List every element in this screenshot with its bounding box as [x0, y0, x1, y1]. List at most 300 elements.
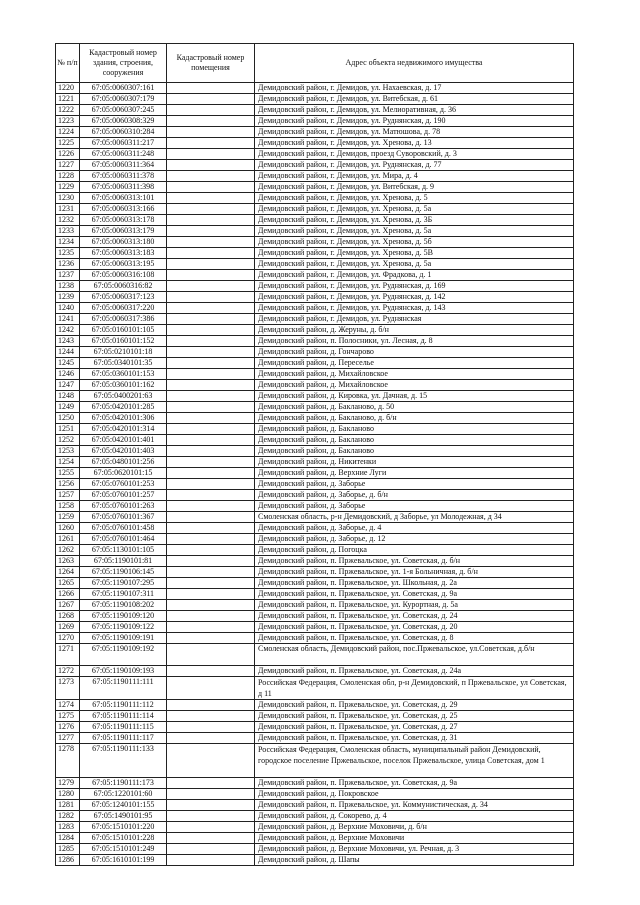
cell-address: Демидовский район, д. Никитенки — [255, 457, 574, 468]
cell-cad-building: 67:05:0060311:248 — [80, 149, 167, 160]
cell-cad-room — [167, 722, 255, 733]
cell-num: 1237 — [56, 270, 80, 281]
cell-address: Демидовский район, п. Пржевальское, ул. Советская, д. 24а — [255, 666, 574, 677]
cell-num: 1282 — [56, 811, 80, 822]
cell-address: Демидовский район, д. Верхние Моховичи — [255, 833, 574, 844]
table-row — [56, 149, 574, 160]
cell-cad-building: 67:05:0620101:15 — [80, 468, 167, 479]
cell-cad-room — [167, 711, 255, 722]
cell-cad-room — [167, 292, 255, 303]
table-row — [56, 314, 574, 325]
cell-num: 1269 — [56, 622, 80, 633]
cell-num: 1247 — [56, 380, 80, 391]
cell-cad-room — [167, 270, 255, 281]
table-row — [56, 778, 574, 789]
cell-cad-room — [167, 402, 255, 413]
cell-cad-room — [167, 413, 255, 424]
cell-num: 1273 — [56, 677, 80, 700]
cell-cad-room — [167, 633, 255, 644]
cell-cad-building: 67:05:0060313:178 — [80, 215, 167, 226]
cell-cad-building: 67:05:1190106:145 — [80, 567, 167, 578]
cell-num: 1278 — [56, 744, 80, 778]
cell-num: 1222 — [56, 105, 80, 116]
cell-address: Демидовский район, п. Пржевальское, ул. Советская, д. 25 — [255, 711, 574, 722]
cell-cad-room — [167, 325, 255, 336]
cell-cad-room — [167, 171, 255, 182]
cell-cad-building: 67:05:0420101:285 — [80, 402, 167, 413]
cell-address: Демидовский район, г. Демидов, ул. Хренова, д. 5В — [255, 248, 574, 259]
cell-num: 1230 — [56, 193, 80, 204]
table-header-row — [56, 44, 574, 83]
cell-address: Демидовский район, г. Демидов, ул. Хренова, д. 5а — [255, 226, 574, 237]
cell-cad-building: 67:05:1190107:295 — [80, 578, 167, 589]
cell-address: Демидовский район, п. Пржевальское, ул. Коммунистическая, д. 34 — [255, 800, 574, 811]
cell-cad-building: 67:05:1490101:95 — [80, 811, 167, 822]
cell-num: 1261 — [56, 534, 80, 545]
cell-cad-room — [167, 94, 255, 105]
cell-num: 1250 — [56, 413, 80, 424]
cell-num: 1276 — [56, 722, 80, 733]
table-row — [56, 259, 574, 270]
cell-num: 1251 — [56, 424, 80, 435]
table-row — [56, 722, 574, 733]
cell-num: 1226 — [56, 149, 80, 160]
cell-address: Российская Федерация, Смоленская область, муниципальный район Демидовский, городское поселение Пржевальское, поселок Пржевальское, улица Советская, дом 1 — [255, 744, 574, 778]
cell-cad-room — [167, 204, 255, 215]
cell-address: Демидовский район, д. Бакланово, д. 50 — [255, 402, 574, 413]
cell-address: Демидовский район, п. Пржевальское, ул. Советская, д. 9а — [255, 778, 574, 789]
cell-cad-building: 67:05:1190111:133 — [80, 744, 167, 778]
cell-num: 1281 — [56, 800, 80, 811]
cell-cad-building: 67:05:1190111:112 — [80, 700, 167, 711]
cell-num: 1267 — [56, 600, 80, 611]
cell-num: 1284 — [56, 833, 80, 844]
cell-num: 1229 — [56, 182, 80, 193]
cell-cad-room — [167, 534, 255, 545]
cell-address: Демидовский район, г. Демидов, ул. Матюшова, д. 78 — [255, 127, 574, 138]
cell-cad-building: 67:05:0760101:367 — [80, 512, 167, 523]
cell-num: 1236 — [56, 259, 80, 270]
cell-cad-building: 67:05:0420101:314 — [80, 424, 167, 435]
header-num: № п/п — [56, 44, 80, 83]
cell-num: 1272 — [56, 666, 80, 677]
cell-num: 1271 — [56, 644, 80, 666]
cell-cad-room — [167, 479, 255, 490]
cell-address: Демидовский район, д. Бакланово, д. б/н — [255, 413, 574, 424]
cell-num: 1233 — [56, 226, 80, 237]
table-row — [56, 413, 574, 424]
cell-cad-room — [167, 545, 255, 556]
cell-cad-room — [167, 622, 255, 633]
cell-cad-room — [167, 811, 255, 822]
cell-address: Демидовский район, п. Полосники, ул. Лесная, д. 8 — [255, 336, 574, 347]
table-row — [56, 270, 574, 281]
cell-cad-building: 67:05:1220101:60 — [80, 789, 167, 800]
cell-cad-building: 67:05:0760101:464 — [80, 534, 167, 545]
cell-cad-building: 67:05:1190109:120 — [80, 611, 167, 622]
cell-num: 1225 — [56, 138, 80, 149]
table-row — [56, 800, 574, 811]
cell-cad-room — [167, 833, 255, 844]
cell-cad-room — [167, 512, 255, 523]
table-row — [56, 358, 574, 369]
cell-address: Демидовский район, п. Пржевальское, ул. Школьная, д. 2а — [255, 578, 574, 589]
cell-cad-room — [167, 523, 255, 534]
cell-num: 1258 — [56, 501, 80, 512]
cell-cad-building: 67:05:1240101:155 — [80, 800, 167, 811]
table-row — [56, 138, 574, 149]
table-row — [56, 369, 574, 380]
cell-num: 1243 — [56, 336, 80, 347]
cell-num: 1268 — [56, 611, 80, 622]
cell-address: Демидовский район, д. Верхние Моховичи, д. б/н — [255, 822, 574, 833]
table-row — [56, 700, 574, 711]
cell-cad-room — [167, 800, 255, 811]
table-row — [56, 292, 574, 303]
cell-num: 1220 — [56, 83, 80, 94]
cell-cad-building: 67:05:1190109:122 — [80, 622, 167, 633]
table-row — [56, 83, 574, 94]
cell-address: Демидовский район, д. Заборье — [255, 479, 574, 490]
cell-cad-building: 67:05:0760101:253 — [80, 479, 167, 490]
cell-num: 1231 — [56, 204, 80, 215]
table-row — [56, 523, 574, 534]
cell-cad-building: 67:05:1190109:191 — [80, 633, 167, 644]
cell-cad-room — [167, 855, 255, 866]
cell-cad-building: 67:05:1610101:199 — [80, 855, 167, 866]
cell-num: 1248 — [56, 391, 80, 402]
cell-cad-room — [167, 567, 255, 578]
cell-cad-building: 67:05:0060313:180 — [80, 237, 167, 248]
cell-cad-room — [167, 237, 255, 248]
cell-address: Демидовский район, д. Покровское — [255, 789, 574, 800]
cell-cad-building: 67:05:0480101:256 — [80, 457, 167, 468]
cell-cad-building: 67:05:1510101:249 — [80, 844, 167, 855]
cell-num: 1239 — [56, 292, 80, 303]
cell-cad-building: 67:05:0160101:105 — [80, 325, 167, 336]
cell-num: 1245 — [56, 358, 80, 369]
cell-address: Демидовский район, д. Заборье, д. 4 — [255, 523, 574, 534]
table-row — [56, 402, 574, 413]
cell-address: Демидовский район, п. Пржевальское, ул. Советская, д. 9а — [255, 589, 574, 600]
cell-num: 1241 — [56, 314, 80, 325]
cell-cad-building: 67:05:1190109:192 — [80, 644, 167, 666]
cell-address: Демидовский район, д. Сокорево, д. 4 — [255, 811, 574, 822]
cell-num: 1262 — [56, 545, 80, 556]
cell-cad-room — [167, 446, 255, 457]
cell-cad-building: 67:05:0060311:217 — [80, 138, 167, 149]
table-row — [56, 677, 574, 700]
table-row — [56, 226, 574, 237]
table-body — [56, 83, 574, 866]
cell-address: Демидовский район, г. Демидов, ул. Мира, д. 4 — [255, 171, 574, 182]
cell-cad-room — [167, 105, 255, 116]
property-register-page — [55, 43, 573, 866]
table-row — [56, 215, 574, 226]
cell-num: 1275 — [56, 711, 80, 722]
cell-num: 1266 — [56, 589, 80, 600]
cell-address: Демидовский район, г. Демидов, ул. Руднянская, д. 190 — [255, 116, 574, 127]
table-row — [56, 182, 574, 193]
table-row — [56, 600, 574, 611]
cell-cad-building: 67:05:0760101:458 — [80, 523, 167, 534]
cell-num: 1252 — [56, 435, 80, 446]
cell-cad-building: 67:05:0360101:162 — [80, 380, 167, 391]
cell-cad-room — [167, 457, 255, 468]
cell-cad-building: 67:05:0420101:401 — [80, 435, 167, 446]
cell-cad-building: 67:05:0060307:245 — [80, 105, 167, 116]
cell-cad-room — [167, 215, 255, 226]
cell-cad-building: 67:05:0420101:306 — [80, 413, 167, 424]
cell-address: Демидовский район, г. Демидов, ул. Витебская, д. 61 — [255, 94, 574, 105]
cell-cad-building: 67:05:1190109:193 — [80, 666, 167, 677]
cell-cad-room — [167, 589, 255, 600]
cell-cad-building: 67:05:0060313:101 — [80, 193, 167, 204]
cell-address: Демидовский район, д. Гончарово — [255, 347, 574, 358]
cell-address: Демидовский район, п. Пржевальское, ул. Советская, д. 20 — [255, 622, 574, 633]
cell-address: Демидовский район, г. Демидов, проезд Суворовский, д. 3 — [255, 149, 574, 160]
cell-num: 1238 — [56, 281, 80, 292]
cell-cad-room — [167, 281, 255, 292]
cell-cad-room — [167, 259, 255, 270]
cell-cad-building: 67:05:0160101:152 — [80, 336, 167, 347]
cell-address: Смоленская область, р-н Демидовский, д Заборье, ул Молодежная, д 34 — [255, 512, 574, 523]
table-row — [56, 822, 574, 833]
table-row — [56, 844, 574, 855]
cell-num: 1254 — [56, 457, 80, 468]
cell-num: 1228 — [56, 171, 80, 182]
cell-cad-room — [167, 789, 255, 800]
cell-num: 1285 — [56, 844, 80, 855]
table-row — [56, 501, 574, 512]
table-row — [56, 325, 574, 336]
cell-cad-building: 67:05:1190101:81 — [80, 556, 167, 567]
cell-cad-room — [167, 778, 255, 789]
cell-address: Демидовский район, п. Пржевальское, ул. Советская, д. 29 — [255, 700, 574, 711]
table-row — [56, 479, 574, 490]
cell-num: 1234 — [56, 237, 80, 248]
cell-cad-building: 67:05:0060316:82 — [80, 281, 167, 292]
cell-cad-room — [167, 666, 255, 677]
cell-cad-room — [167, 336, 255, 347]
cell-cad-room — [167, 490, 255, 501]
cell-cad-room — [167, 556, 255, 567]
cell-num: 1246 — [56, 369, 80, 380]
cell-num: 1221 — [56, 94, 80, 105]
table-row — [56, 281, 574, 292]
table-row — [56, 336, 574, 347]
cell-num: 1264 — [56, 567, 80, 578]
table-row — [56, 644, 574, 666]
cell-cad-building: 67:05:0060311:398 — [80, 182, 167, 193]
cell-num: 1260 — [56, 523, 80, 534]
cell-address: Демидовский район, г. Демидов, ул. Руднянская, д. 169 — [255, 281, 574, 292]
cell-cad-room — [167, 744, 255, 778]
cell-address: Демидовский район, г. Демидов, ул. Хренова, д. 5а — [255, 259, 574, 270]
cell-cad-building: 67:05:0060307:161 — [80, 83, 167, 94]
cell-address: Демидовский район, д. Погоцка — [255, 545, 574, 556]
table-row — [56, 744, 574, 778]
cell-address: Демидовский район, д. Верхние Моховичи, ул. Речная, д. 3 — [255, 844, 574, 855]
cell-cad-room — [167, 116, 255, 127]
cell-address: Российская Федерация, Смоленская обл, р-н Демидовский, п Пржевальское, ул Советская, д 11 — [255, 677, 574, 700]
cell-cad-building: 67:05:0060313:183 — [80, 248, 167, 259]
cell-num: 1280 — [56, 789, 80, 800]
cell-cad-building: 67:05:0060311:364 — [80, 160, 167, 171]
cell-address: Демидовский район, п. Пржевальское, ул. 1-я Больничная, д. б/н — [255, 567, 574, 578]
cell-address: Демидовский район, д. Кировка, ул. Дачная, д. 15 — [255, 391, 574, 402]
table-row — [56, 380, 574, 391]
cell-address: Демидовский район, г. Демидов, ул. Руднянская, д. 142 — [255, 292, 574, 303]
table-row — [56, 556, 574, 567]
cell-num: 1242 — [56, 325, 80, 336]
cell-cad-building: 67:05:0340101:35 — [80, 358, 167, 369]
table-row — [56, 446, 574, 457]
cell-address: Демидовский район, д. Бакланово — [255, 424, 574, 435]
cell-address: Демидовский район, г. Демидов, ул. Руднянская, д. 77 — [255, 160, 574, 171]
table-row — [56, 545, 574, 556]
cell-cad-room — [167, 83, 255, 94]
cell-cad-building: 67:05:0420101:403 — [80, 446, 167, 457]
table-row — [56, 303, 574, 314]
cell-address: Демидовский район, г. Демидов, ул. Мелиоративная, д. 36 — [255, 105, 574, 116]
cell-num: 1223 — [56, 116, 80, 127]
table-row — [56, 468, 574, 479]
cell-cad-building: 67:05:0760101:257 — [80, 490, 167, 501]
cell-cad-room — [167, 149, 255, 160]
cell-address: Демидовский район, п. Пржевальское, ул. Советская, д. 31 — [255, 733, 574, 744]
cell-address: Демидовский район, д. Бакланово — [255, 435, 574, 446]
table-row — [56, 711, 574, 722]
cell-num: 1240 — [56, 303, 80, 314]
cell-address: Демидовский район, г. Демидов, ул. Руднянская — [255, 314, 574, 325]
cell-address: Демидовский район, д. Бакланово — [255, 446, 574, 457]
cell-num: 1255 — [56, 468, 80, 479]
table-row — [56, 347, 574, 358]
table-row — [56, 204, 574, 215]
cell-cad-building: 67:05:1190111:111 — [80, 677, 167, 700]
cell-cad-room — [167, 369, 255, 380]
cell-cad-room — [167, 844, 255, 855]
table-row — [56, 94, 574, 105]
header-cad-room: Кадастровый номер помещения — [167, 44, 255, 83]
cell-num: 1277 — [56, 733, 80, 744]
cell-cad-building: 67:05:0060307:179 — [80, 94, 167, 105]
table-row — [56, 611, 574, 622]
cell-cad-building: 67:05:0060316:108 — [80, 270, 167, 281]
cell-num: 1249 — [56, 402, 80, 413]
cell-cad-room — [167, 248, 255, 259]
cell-cad-room — [167, 700, 255, 711]
cell-num: 1279 — [56, 778, 80, 789]
table-row — [56, 633, 574, 644]
cell-address: Демидовский район, д. Верхние Луги — [255, 468, 574, 479]
cell-cad-room — [167, 501, 255, 512]
cell-cad-room — [167, 391, 255, 402]
cell-cad-building: 67:05:0360101:153 — [80, 369, 167, 380]
cell-cad-building: 67:05:0210101:18 — [80, 347, 167, 358]
property-table — [55, 43, 574, 866]
cell-address: Демидовский район, д. Заборье — [255, 501, 574, 512]
cell-cad-room — [167, 160, 255, 171]
table-row — [56, 578, 574, 589]
cell-address: Демидовский район, д. Михайловское — [255, 369, 574, 380]
table-row — [56, 490, 574, 501]
table-row — [56, 622, 574, 633]
cell-address: Демидовский район, п. Пржевальское, ул. Советская, д. 24 — [255, 611, 574, 622]
table-row — [56, 457, 574, 468]
cell-num: 1227 — [56, 160, 80, 171]
cell-num: 1256 — [56, 479, 80, 490]
cell-cad-room — [167, 600, 255, 611]
table-row — [56, 424, 574, 435]
cell-address: Демидовский район, г. Демидов, ул. Хренова, д. 5а — [255, 204, 574, 215]
cell-address: Демидовский район, д. Жеруны, д. б/н — [255, 325, 574, 336]
table-row — [56, 789, 574, 800]
table-row — [56, 534, 574, 545]
cell-cad-building: 67:05:1510101:220 — [80, 822, 167, 833]
cell-num: 1263 — [56, 556, 80, 567]
table-row — [56, 435, 574, 446]
cell-cad-building: 67:05:1510101:228 — [80, 833, 167, 844]
table-row — [56, 193, 574, 204]
cell-cad-room — [167, 127, 255, 138]
cell-cad-room — [167, 611, 255, 622]
cell-cad-building: 67:05:0060310:284 — [80, 127, 167, 138]
cell-cad-building: 67:05:1190111:115 — [80, 722, 167, 733]
cell-cad-room — [167, 677, 255, 700]
cell-cad-building: 67:05:0060317:386 — [80, 314, 167, 325]
table-row — [56, 248, 574, 259]
cell-num: 1265 — [56, 578, 80, 589]
cell-num: 1286 — [56, 855, 80, 866]
cell-cad-room — [167, 138, 255, 149]
cell-cad-building: 67:05:0060317:220 — [80, 303, 167, 314]
table-row — [56, 855, 574, 866]
cell-cad-room — [167, 358, 255, 369]
table-row — [56, 160, 574, 171]
cell-cad-building: 67:05:1190111:114 — [80, 711, 167, 722]
cell-num: 1274 — [56, 700, 80, 711]
cell-address: Демидовский район, п. Пржевальское, ул. Советская, д. б/н — [255, 556, 574, 567]
cell-cad-room — [167, 193, 255, 204]
cell-cad-building: 67:05:0060313:195 — [80, 259, 167, 270]
cell-address: Демидовский район, г. Демидов, ул. Витебская, д. 9 — [255, 182, 574, 193]
table-row — [56, 567, 574, 578]
cell-num: 1259 — [56, 512, 80, 523]
cell-cad-building: 67:05:0060311:378 — [80, 171, 167, 182]
cell-address: Демидовский район, п. Пржевальское, ул. Советская, д. 27 — [255, 722, 574, 733]
cell-address: Демидовский район, г. Демидов, ул. Хренова, д. 3Б — [255, 215, 574, 226]
table-row — [56, 127, 574, 138]
cell-address: Демидовский район, д. Шапы — [255, 855, 574, 866]
cell-cad-building: 67:05:0060313:179 — [80, 226, 167, 237]
cell-cad-room — [167, 303, 255, 314]
cell-cad-building: 67:05:0760101:263 — [80, 501, 167, 512]
cell-address: Демидовский район, г. Демидов, ул. Фрадкова, д. 1 — [255, 270, 574, 281]
cell-num: 1224 — [56, 127, 80, 138]
cell-num: 1244 — [56, 347, 80, 358]
table-row — [56, 105, 574, 116]
table-row — [56, 391, 574, 402]
table-row — [56, 589, 574, 600]
cell-cad-room — [167, 644, 255, 666]
cell-cad-room — [167, 578, 255, 589]
cell-address: Демидовский район, г. Демидов, ул. Нахаевская, д. 17 — [255, 83, 574, 94]
cell-cad-room — [167, 733, 255, 744]
table-row — [56, 116, 574, 127]
cell-cad-room — [167, 380, 255, 391]
